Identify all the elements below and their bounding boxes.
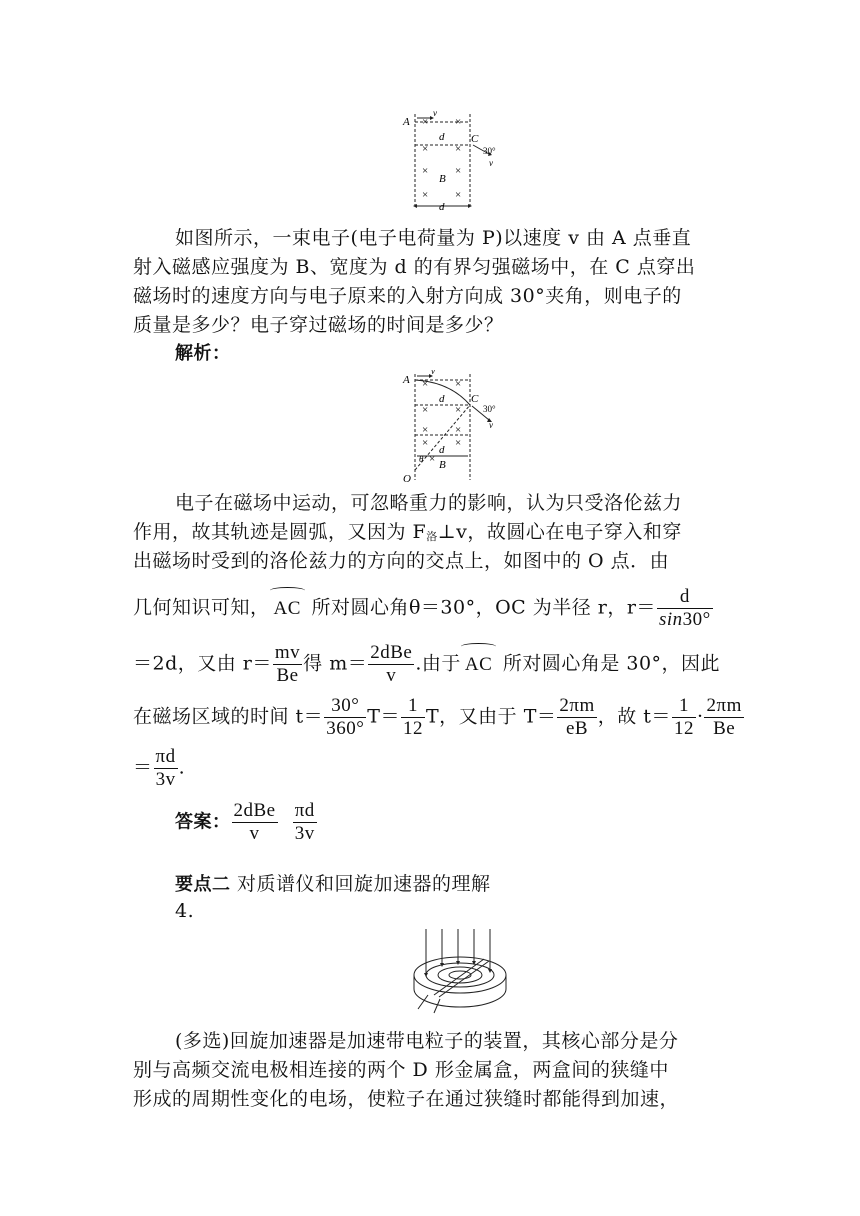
question-line-2: 别与高频交流电极相连接的两个 D 形金属盒，两盒间的狭缝中 — [133, 1059, 669, 1081]
svg-text:×: × — [422, 424, 429, 436]
label-d-2: d — [439, 393, 445, 405]
svg-text:×: × — [422, 378, 429, 390]
problem-line-1: 如图所示，一束电子(电子电荷量为 P)以速度 v 由 A 点垂直 — [175, 227, 692, 249]
solution-line-3: 出磁场时受到的洛伦兹力的方向的交点上，如图中的 O 点．由 — [133, 550, 670, 572]
svg-text:×: × — [455, 165, 462, 177]
label-a: A — [403, 116, 410, 128]
label-o: O — [403, 473, 411, 485]
angle-label-2: 30° — [483, 404, 496, 414]
label-v-exit: v — [489, 158, 493, 168]
svg-text:×: × — [455, 143, 462, 155]
label-c-2: C — [471, 393, 479, 405]
label-d-bottom-2: d — [439, 444, 445, 456]
problem-line-2: 射入磁感应强度为 B、宽度为 d 的有界匀强磁场中，在 C 点穿出 — [133, 256, 696, 278]
label-c: C — [471, 133, 479, 145]
answer-line: 答案： $\frac{\text{2dBe}}{v}$ $\frac{\pi d}{3v}$ — [175, 800, 315, 844]
label-v: v — [433, 108, 437, 118]
trajectory-figure — [395, 370, 515, 485]
solution-line-6: 在磁场区域的时间 t＝ $\frac{30^\circ}{360^\circ}$ T＝ $\frac{1}{12}$ T，又由于 T＝ $\frac{2\pi m}{eB}$ ，故 t＝ $\frac{1}{12}$ · $\frac{2\pi m}{Be}$ — [133, 695, 742, 739]
analysis-label: 解析： — [175, 343, 231, 364]
label-v-exit-2: v — [489, 420, 493, 430]
field-crosses — [422, 116, 461, 201]
question-number: 4. — [175, 900, 195, 922]
svg-text:×: × — [422, 116, 429, 128]
svg-text:×: × — [455, 116, 462, 128]
label-b: B — [439, 173, 446, 185]
svg-text:×: × — [422, 165, 429, 177]
solution-line-4: 几何知识可知， AC 所对圆心角θ＝30°，OC 为半径 r，r＝ $\frac{d}{\sin 30^\circ}$ — [133, 586, 711, 630]
label-theta: θ — [419, 454, 424, 464]
cyclotron-figure — [404, 925, 516, 1020]
solution-line-7: ＝ $\frac{\pi d}{3v}$ . — [133, 746, 186, 790]
question-line-1: (多选)回旋加速器是加速带电粒子的装置，其核心部分是分 — [175, 1030, 679, 1052]
svg-text:×: × — [422, 143, 429, 155]
label-a-2: A — [403, 374, 410, 386]
svg-text:×: × — [455, 378, 462, 390]
question-line-3: 形成的周期性变化的电场，使粒子在通过狭缝时都能得到加速， — [133, 1088, 680, 1110]
problem-line-3: 磁场时的速度方向与电子原来的入射方向成 30°夹角，则电子的 — [133, 285, 682, 307]
svg-text:×: × — [455, 424, 462, 436]
label-d: d — [439, 131, 445, 143]
section-heading: 要点二 对质谱仪和回旋加速器的理解 — [175, 873, 491, 895]
magnetic-field-figure — [395, 108, 515, 213]
label-v-2: v — [431, 370, 435, 376]
label-b-2: B — [439, 459, 446, 471]
svg-text:×: × — [422, 189, 429, 201]
label-d-bottom: d — [439, 201, 445, 213]
angle-label: 30° — [483, 146, 496, 156]
svg-text:×: × — [455, 189, 462, 201]
svg-text:×: × — [455, 404, 462, 416]
svg-text:×: × — [422, 437, 429, 449]
svg-text:×: × — [422, 404, 429, 416]
problem-line-4: 质量是多少？电子穿过磁场的时间是多少？ — [133, 314, 504, 336]
solution-line-5: ＝2d，又由 r＝ $\frac{mv}{Be}$ 得 m＝ $\frac{\text{2dBe}}{v}$ .由于 AC 所对圆心角是 30°，因此 — [133, 642, 721, 686]
solution-line-2: 作用，故其轨迹是圆弧，又因为 F洛⊥v，故圆心在电子穿入和穿 — [133, 521, 682, 543]
svg-text:×: × — [455, 437, 462, 449]
svg-text:×: × — [429, 453, 436, 465]
solution-line-1: 电子在磁场中运动，可忽略重力的影响，认为只受洛伦兹力 — [175, 492, 683, 514]
